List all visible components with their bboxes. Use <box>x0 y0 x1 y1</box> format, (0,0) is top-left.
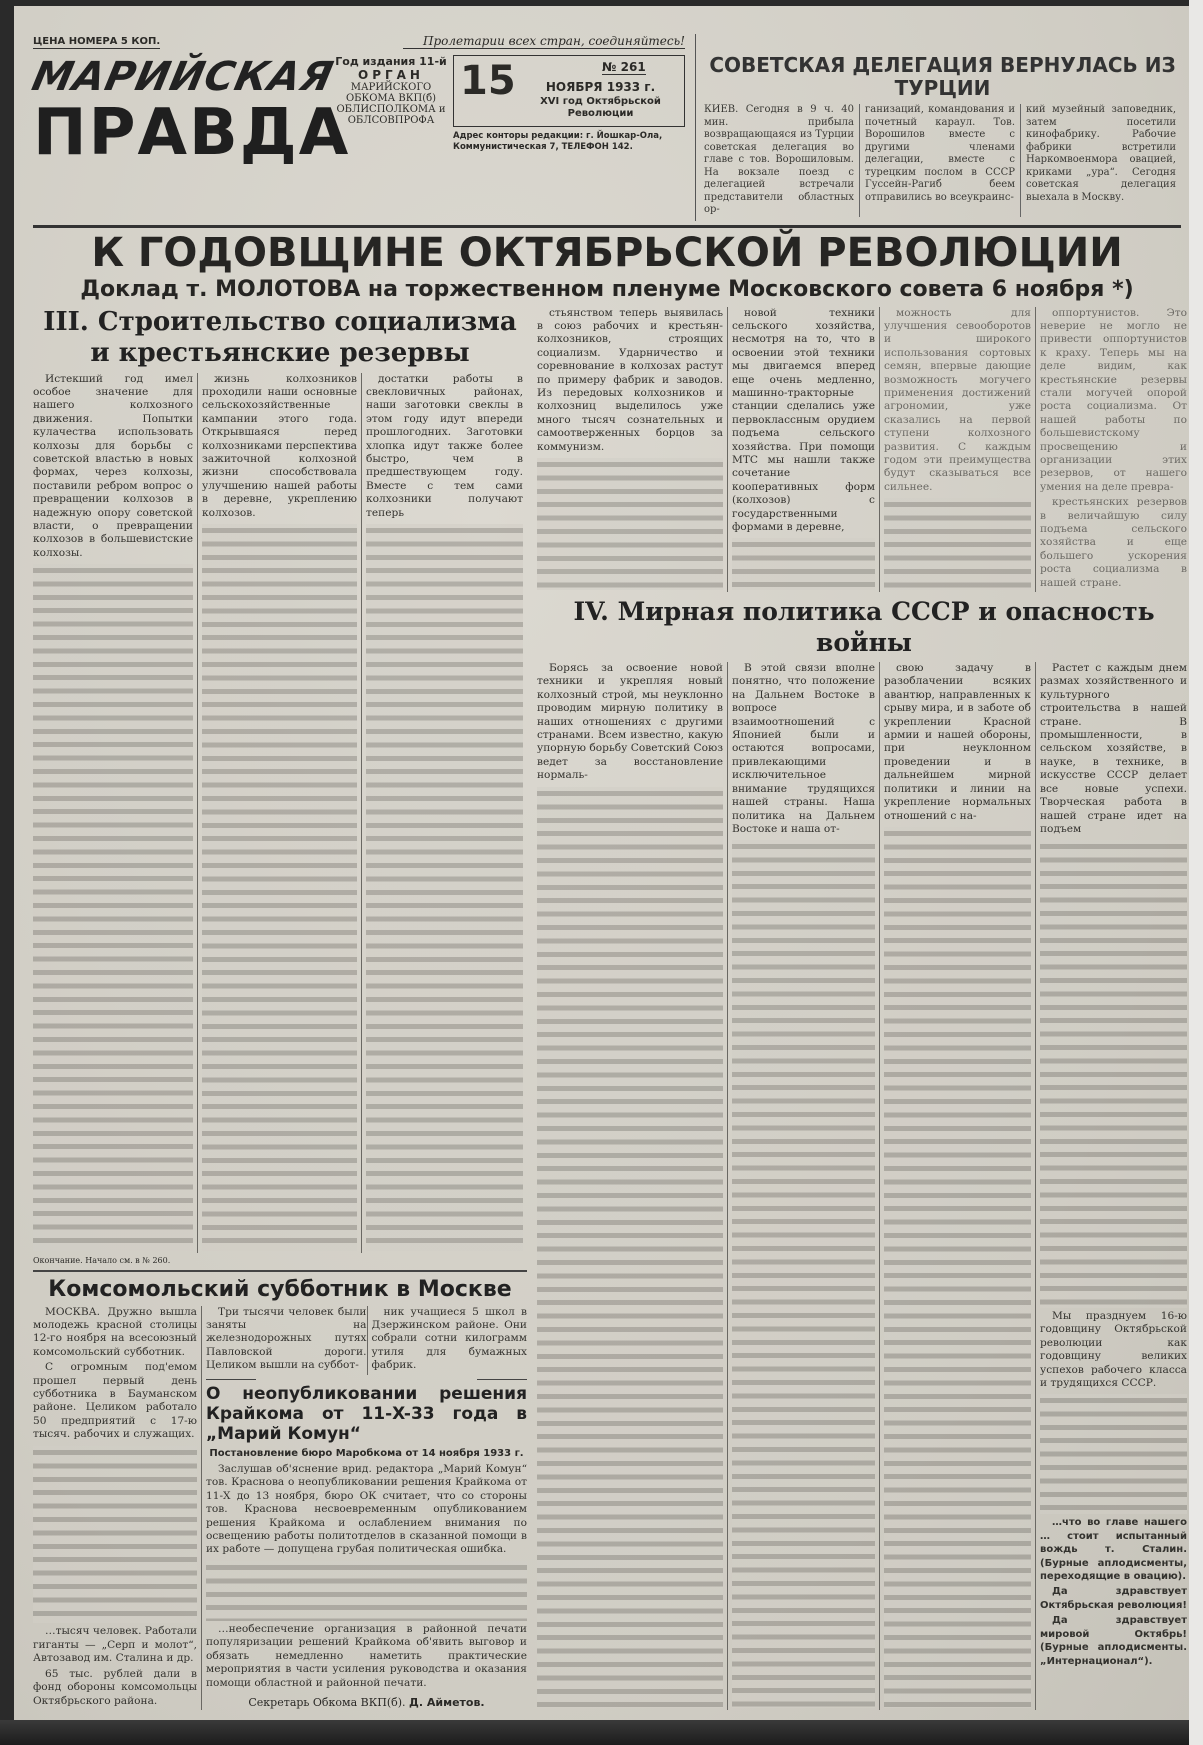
decision-headline: О неопубликовании решения Крайкома от 11-X-33 года в „Марий Комун“ <box>206 1384 527 1445</box>
text-lines <box>884 498 1031 590</box>
publication-year: Год издания 11-й <box>335 55 447 68</box>
organ-line: ОБКОМА ВКП(б) <box>345 93 437 104</box>
article-column <box>879 662 1035 1710</box>
text-lines <box>33 1446 197 1624</box>
paragraph: Растет с каждым днем размах хозяйственного и культурного строительства в нашей стране. В промышленности, в сельском хозяйстве, в науке, в технике, в искусстве СССР делает все новые успехи. Творческая работа в нашей стране идет на подъем <box>1040 662 1187 835</box>
masthead <box>28 34 1181 221</box>
date-column <box>453 55 685 153</box>
article-column <box>727 307 879 593</box>
paragraph: стьянством теперь выявилась в союз рабочих и крестьян-колхозников, строящих социализм. Ударничество и соревнование в колхозах растут по примеру фабрик и заводов. Из передовых колхозников и колхозниц выделилось уже много тысяч сознательных и самоотверженных борцов за коммунизм. <box>537 306 723 453</box>
masthead-row <box>28 54 685 170</box>
komsomol-headline: Комсомольский субботник в Москве <box>48 1276 512 1302</box>
paragraph: 65 тыс. рублей дали в фонд обороны комсомольцы Октябрьского района. <box>33 1667 197 1707</box>
article-column <box>33 373 197 1253</box>
article-column <box>33 1306 201 1710</box>
paragraph: Мы празднуем 16-ю годовщину Октябрьской революции как годовщину великих успехов рабочего класса и трудящихся СССР. <box>1040 1310 1187 1390</box>
article-column <box>197 373 361 1253</box>
paragraph: оппортунистов. Это неверие не могло не привести оппортунистов к краху. Теперь мы на деле видим, как крестьянские резервы стали могучей опорой роста социализма. От нашей работы по большевистскому просвещению и организации этих резервов, от нашего умения на деле превра- <box>1040 306 1187 493</box>
paragraph: можность для улучшения севооборотов и широкого использования сортовых семян, впервые дающие возможность могучего применения достижений агрономии, уже сказались на первой ступени колхозного развития. С каждым годом эти преимущества будут сказываться все сильнее. <box>884 306 1031 493</box>
section3-continued-columns <box>537 307 1191 593</box>
date-box <box>453 55 685 127</box>
text-lines <box>537 458 723 590</box>
organ-line: МАРИЙСКОГО <box>350 82 432 93</box>
slogan: Да здравствует Октябрьская революция! <box>1040 1586 1187 1611</box>
masthead-title-line1: МАРИЙСКАЯ <box>28 54 338 100</box>
scan-edge <box>1189 0 1203 1745</box>
paragraph: жизнь колхозников проходили наши основные сельскохозяйственные кампании этого года. Открывшаяся перед колхозниками перспектива зажиточной колхозной жизни способствовала улучшению нашей работы в деревне, укреплению колхозов. <box>202 372 357 519</box>
delegation-headline: СОВЕТСКАЯ ДЕЛЕГАЦИЯ ВЕРНУЛАСЬ ИЗ ТУРЦИИ <box>709 53 1176 100</box>
paragraph: крестьянских резервов в величайшую силу подъема сельского хозяйства и еще большего ускорения роста социализма в нашей стране. <box>1040 496 1187 589</box>
slogan: Да здравствует мировой Октябрь! (Бурные аплодисменты. „Интернационал“). <box>1040 1615 1187 1667</box>
article-column: ганизаций, командования и почетный караул. Тов. Ворошилов вместе с другими членами делегации, вместе с турецким послом в СССР Гуссейн-Рагиб беем отправились во всеукраинс- <box>859 104 1020 217</box>
article-column <box>879 307 1035 593</box>
paragraph: МОСКВА. Дружно вышла молодежь красной столицы 12-го ноября на всесоюзный комсомольский субботник. <box>33 1305 197 1358</box>
paragraph: Заслушав об'яснение врид. редактора „Марий Комун“ тов. Краснова о неопубликовании решения Крайкома от 11-X до 13 ноября, бюро ОК считает, что со стороны тов. Краснова несвоевременным опубликованием решения Крайкома и ослаблением внимания по освещению работы политотделов в сказанной помощи в их работе — допущена грубая политическая ошибка. <box>206 1463 527 1556</box>
signature <box>206 1696 527 1710</box>
main-subheadline: Доклад т. МОЛОТОВА на торжественном пленуме Московского совета 6 ноября *) <box>80 276 1134 302</box>
section4-title: IV. Мирная политика СССР и опасность войны <box>573 597 1155 658</box>
masthead-top-row <box>33 34 685 49</box>
masthead-rule <box>33 225 1181 228</box>
organ-label: ОРГАН <box>358 68 424 82</box>
issue-day: 15 <box>460 58 516 104</box>
newspaper-logo <box>28 54 351 170</box>
main-headline: К ГОДОВЩИНЕ ОКТЯБРЬСКОЙ РЕВОЛЮЦИИ <box>91 229 1123 276</box>
komsomol-columns <box>206 1306 527 1375</box>
paragraph: …что во главе нашего … стоит испытанный вождь т. Сталин. (Бурные аплодисменты, переходящие в овацию). <box>1040 1517 1187 1583</box>
organ-line: ОБЛИСПОЛКОМА и <box>336 104 446 115</box>
delegation-article <box>695 34 1181 221</box>
text-lines <box>1040 1394 1187 1514</box>
article-column <box>1035 662 1191 1710</box>
organ-block <box>335 55 447 126</box>
paragraph: Истекший год имел особое значение для нашего колхозного движения. Попытки кулачества использовать колхозы для борьбы с советской властью в новых формах, через колхозы, поставили ребром вопрос о превращении колхозов в надежную опору советской власти, о превращении колхозов в большевистские колхозы. <box>33 372 193 559</box>
right-region <box>537 307 1191 1710</box>
signature-title: Секретарь Обкома ВКП(б). <box>248 1695 406 1709</box>
paragraph: …необеспечение организация в районной печати популяризации решений Крайкома об'явить выговор и обязать немедленно наметить практические мероприятия в части усиления руководства и оказания помощи областной и районной печати. <box>206 1622 527 1689</box>
paragraph: В этой связи вполне понятно, что положение на Дальнем Востоке в вопросе взаимоотношений с Японией были и остаются вопросами, привлекающими исключительное внимание трудящихся нашей страны. Наша политика на Дальнем Востоке и наша от- <box>732 662 875 835</box>
decision-subtitle: Постановление бюро Маробкома от 14 ноября 1933 г. <box>209 1448 524 1460</box>
paragraph: ник учащиеся 5 школ в Дзержинском районе. Они собрали сотни килограмм утиля для бумажных фабрик. <box>371 1305 527 1372</box>
article-column <box>537 307 727 593</box>
article-column <box>537 662 727 1710</box>
decision-rules <box>206 1379 527 1381</box>
page-content <box>33 306 1187 1710</box>
text-lines <box>1040 840 1187 1308</box>
divider <box>33 1270 527 1272</box>
motto: Пролетарии всех стран, соединяйтесь! <box>403 34 685 49</box>
masthead-left <box>28 34 685 221</box>
organ-line: ОБЛСОВПРОФА <box>347 115 435 126</box>
divider <box>206 1379 256 1381</box>
article-column <box>367 1306 528 1375</box>
article-column <box>206 1463 527 1692</box>
paragraph: …тысяч человек. Работали гиганты — „Серп и молот“, Автозавод им. Сталина и др. <box>33 1625 198 1665</box>
article-column: КИЕВ. Сегодня в 9 ч. 40 мин. прибыла возвращающаяся из Турции советская делегация во главе с тов. Ворошиловым. На вокзале поезд с делегацией встречали представители областных ор- <box>704 104 854 215</box>
komsomol-body <box>33 1306 527 1710</box>
paragraph: Три тысячи человек были заняты на железнодорожных путях Павловской дороги. Целиком вышли на суббот- <box>206 1305 367 1372</box>
komsomol-and-decision <box>201 1306 527 1710</box>
newspaper-page <box>14 6 1189 1720</box>
text-lines <box>884 827 1031 1708</box>
divider <box>477 1379 527 1381</box>
section3-columns <box>33 373 527 1253</box>
signature-name: Д. Айметов. <box>409 1695 485 1709</box>
section4-columns <box>537 662 1191 1710</box>
text-lines <box>202 524 357 1251</box>
footnote: Окончание. Начало см. в № 260. <box>33 1255 171 1265</box>
article-column <box>727 662 879 1710</box>
issue-number: № 261 <box>602 60 646 74</box>
price-label: ЦЕНА НОМЕРА 5 КОП. <box>33 36 161 47</box>
column-end-space <box>1040 1670 1187 1710</box>
paragraph: Борясь за освоение новой техники и укрепляя новый колхозный строй, мы неуклонно проводим мирную политику в наших отношениях с другими странами. Всем известно, какую упорную борьбу Советский Союз ведет за восстановление нормаль- <box>537 662 723 782</box>
issue-month-year: НОЯБРЯ 1933 г. <box>545 80 656 94</box>
article-column <box>206 1306 367 1375</box>
text-lines <box>33 564 193 1250</box>
article-column: кий музейный заповедник, затем посетили кинофабрику. Рабочие фабрики встретили Наркомвоенмора овацией, криками „ура“. Сегодня советская делегация выехала в Москву. <box>1020 104 1181 217</box>
delegation-columns <box>704 104 1181 217</box>
text-lines <box>732 840 875 1708</box>
text-lines <box>537 787 723 1708</box>
paragraph: С огромным под'емом прошел первый день субботника в Бауманском районе. Целиком работало 50 предприятий с 17-ю тысяч. рабочих и служащих. <box>33 1361 197 1441</box>
paragraph: достатки работы в свекловичных районах, наши заготовки свеклы в этом году идут впереди прошлогодних. Заготовки хлопка идут также более быстро, чем в предшествующем году. Вместе с тем сами колхозники получают теперь <box>366 372 523 519</box>
text-lines <box>366 524 523 1251</box>
text-lines <box>206 1561 527 1621</box>
article-column <box>1035 307 1191 593</box>
paragraph: свою задачу в разоблачении всяких авантюр, направленных к срыву мира, и в заботе об укреплении Красной армии и нашей обороны, при неуклонном проведении и в дальнейшем мирной политики и линии на укрепление нормальных отношений с на- <box>884 662 1031 822</box>
article-column <box>361 373 527 1253</box>
scan-edge <box>0 1720 1203 1745</box>
left-region <box>33 307 527 1710</box>
paragraph: новой техники сельского хозяйства, несмотря на то, что в освоении этой техники мы двигаемся вперед еще очень медленно, машинно-тракторные станции сделались уже первоклассным орудием подъема сельского хозяйства. При помощи МТС мы нашли также сочетание кооперативных форм (колхозов) с государственными формами в деревне, <box>732 306 875 533</box>
editorial-address: Адрес конторы редакции: г. Йошкар-Ола, Коммунистическая 7, ТЕЛЕФОН 142. <box>453 131 663 152</box>
text-lines <box>732 538 875 590</box>
masthead-title-line2: ПРАВДА <box>33 96 351 170</box>
section3-title: III. Строительство социализма и крестьянские резервы <box>43 306 517 368</box>
revolution-year: XVI год Октябрьской Революции <box>540 96 661 119</box>
